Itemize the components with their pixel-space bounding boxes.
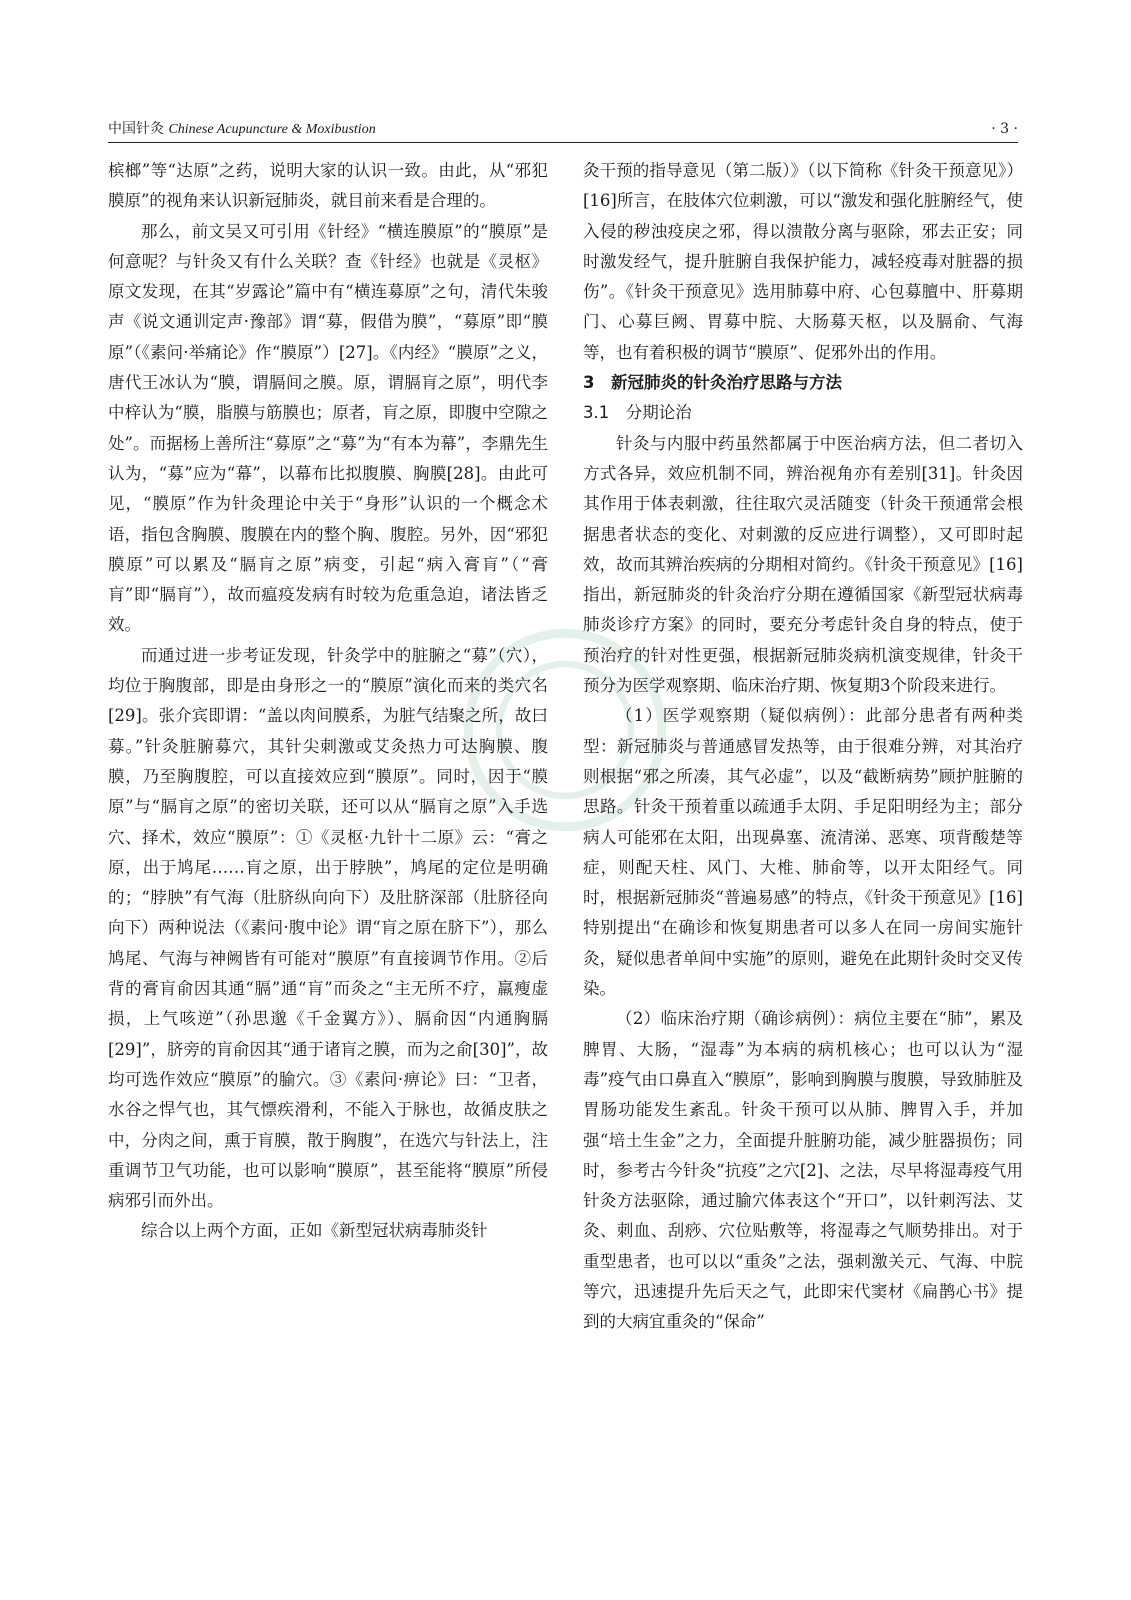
- subsection-heading: 3.1 分期论治: [583, 403, 692, 423]
- paragraph: 槟榔”等“达原”之药，说明大家的认识一致。由此，从“邪犯膜原”的视角来认识新冠肺炎，就目前来看是合理的。: [108, 161, 548, 211]
- right-column: [583, 156, 1023, 1338]
- left-column: [108, 156, 548, 1247]
- journal-title-en: Chinese Acupuncture & Moxibustion: [168, 122, 376, 137]
- journal-title: [108, 118, 376, 141]
- paragraph: （2）临床治疗期（确诊病例）：病位主要在“肺”，累及脾胃、大肠，“湿毒”为本病的病机核心；也可以认为“湿毒”疫气由口鼻直入“膜原”，影响到胸膜与腹膜，导致肺脏及胃肠功能发生紊乱。针灸干预可以从肺、脾胃入手，并加强“培土生金”之力，全面提升脏腑功能，减少脏器损伤；同时，参考古今针灸“抗疫”之穴[2]、之法，尽早将湿毒疫气用针灸方法驱除，通过腧穴体表这个“开口”，以针刺泻法、艾灸、刺血、刮痧、穴位贴敷等，将湿毒之气顺势排出。对于重型患者，也可以以“重灸”之法，强刺激关元、气海、中脘等穴，迅速提升先后天之气，此即宋代窦材《扁鹊心书》提到的大病宜重灸的“保命”: [583, 1009, 1023, 1332]
- page-number: · 3 ·: [991, 121, 1018, 137]
- paragraph: （1）医学观察期（疑似病例）：此部分患者有两种类型：新冠肺炎与普通感冒发热等，由于很难分辨，对其治疗则根据“邪之所凑，其气必虚”，以及“截断病势”顾护脏腑的思路。针灸干预着重以疏通手太阴、手足阳明经为主；部分病人可能邪在太阳，出现鼻塞、流清涕、恶寒、项背酸楚等症，则配天柱、风门、大椎、肺俞等，以开太阳经气。同时，根据新冠肺炎“普遍易感”的特点，《针灸干预意见》[16]特别提出“在确诊和恢复期患者可以多人在同一房间实施针灸，疑似患者单间中实施”的原则，避免在此期针灸时交叉传染。: [583, 706, 1023, 999]
- paragraph: 针灸与内服中药虽然都属于中医治病方法，但二者切入方式各异，效应机制不同，辨治视角亦有差别[31]。针灸因其作用于体表刺激，往往取穴灵活随变（针灸干预通常会根据患者状态的变化、对刺激的反应进行调整），又可即时起效，故而其辨治疾病的分期相对简约。《针灸干预意见》[16]指出，新冠肺炎的针灸治疗分期在遵循国家《新型冠状病毒肺炎诊疗方案》的同时，要充分考虑针灸自身的特点，使于预治疗的针对性更强，根据新冠肺炎病机演变规律，针灸干预分为医学观察期、临床治疗期、恢复期3个阶段来进行。: [583, 433, 1023, 696]
- paragraph: 那么，前文吴又可引用《针经》“横连膜原”的“膜原”是何意呢？与针灸又有什么关联？查《针经》也就是《灵枢》原文发现，在其“岁露论”篇中有“横连募原”之句，清代朱骏声《说文通训定声·豫部》谓“募，假借为膜”，“募原”即“膜原”（《素问·举痛论》作“膜原”）[27]。《内经》“膜原”之义，唐代王冰认为“膜，谓膈间之膜。原，谓膈肓之原”，明代李中梓认为“膜，脂膜与筋膜也；原者，肓之原，即腹中空隙之处”。而据杨上善所注“募原”之“募”为“有本为幕”，李鼎先生认为，“募”应为“幕”，以幕布比拟腹膜、胸膜[28]。由此可见，“膜原”作为针灸理论中关于“身形”认识的一个概念术语，指包含胸膜、腹膜在内的整个胸、腹腔。另外，因“邪犯膜原”可以累及“膈肓之原”病变，引起“病入膏肓”（“膏肓”即“膈肓”），故而瘟疫发病有时较为危重急迫，诸法皆乏效。: [108, 221, 548, 635]
- running-header: [108, 118, 1018, 143]
- paragraph: 而通过进一步考证发现，针灸学中的脏腑之“募”（穴），均位于胸腹部，即是由身形之一的“膜原”演化而来的类穴名[29]。张介宾即谓：“盖以肉间膜系，为脏气结聚之所，故曰募。”针灸脏腑募穴，其针尖刺激或艾灸热力可达胸膜、腹膜，乃至胸腹腔，可以直接效应到“膜原”。同时，因于“膜原”与“膈肓之原”的密切关联，还可以从“膈肓之原”入手选穴、择术，效应“膜原”：①《灵枢·九针十二原》云：“膏之原，出于鸠尾……肓之原，出于脖胦”，鸠尾的定位是明确的；“脖胦”有气海（肚脐纵向向下）及肚脐深部（肚脐径向向下）两种说法（《素问·腹中论》谓“肓之原在脐下”），那么鸠尾、气海与神阙皆有可能对“膜原”有直接调节作用。②后背的膏肓俞因其通“膈”通“肓”而灸之“主无所不疗，羸瘦虚损，上气咳逆”（孙思邈《千金翼方》）、膈俞因“内通胸膈[29]”，脐旁的肓俞因其“通于诸肓之膜，而为之俞[30]”，故均可选作效应“膜原”的腧穴。③《素问·痹论》曰：“卫者，水谷之悍气也，其气慓疾滑利，不能入于脉也，故循皮肤之中，分肉之间，熏于肓膜，散于胸腹”，在选穴与针法上，注重调节卫气功能，也可以影响“膜原”，甚至能将“膜原”所侵病邪引而外出。: [108, 645, 548, 1211]
- paragraph: 灸干预的指导意见（第二版）》（以下简称《针灸干预意见》）[16]所言，在肢体穴位刺激，可以“激发和强化脏腑经气，使入侵的秽浊疫戾之邪，得以溃散分离与驱除，邪去正安；同时激发经气，提升脏腑自我保护能力，减轻疫毒对脏器的损伤”。《针灸干预意见》选用肺募中府、心包募膻中、肝募期门、心募巨阙、胃募中脘、大肠募天枢，以及膈俞、气海等，也有着积极的调节“膜原”、促邪外出的作用。: [583, 161, 1023, 362]
- section-heading: 3 新冠肺炎的针灸治疗思路与方法: [583, 373, 842, 393]
- paragraph: 综合以上两个方面，正如《新型冠状病毒肺炎针: [141, 1221, 488, 1241]
- journal-title-cn: 中国针灸: [108, 121, 164, 137]
